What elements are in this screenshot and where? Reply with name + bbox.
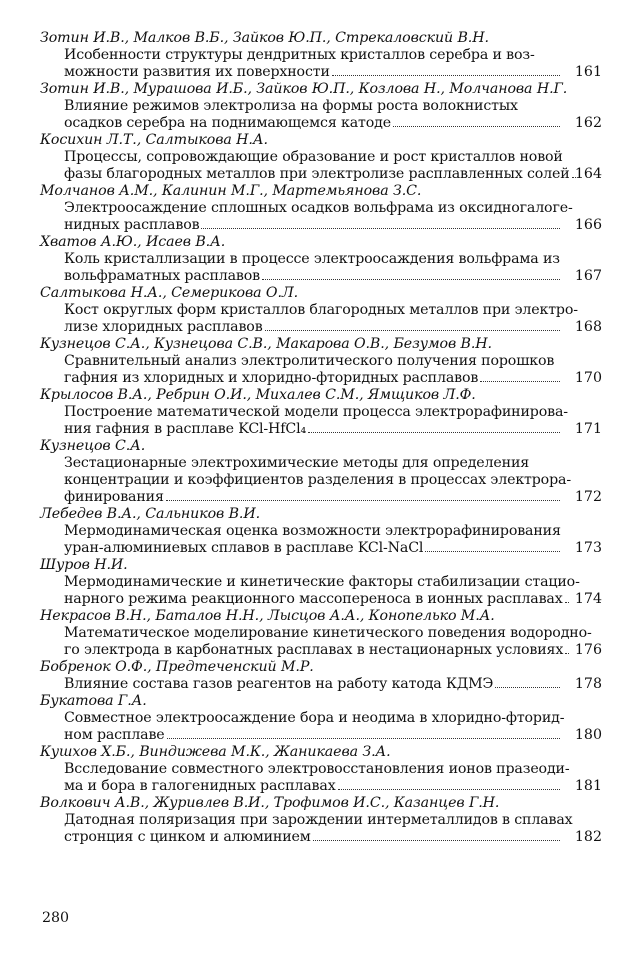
entry-title-line: стронция с цинком и алюминием bbox=[64, 829, 311, 845]
entry-page-number: 181 bbox=[574, 778, 602, 794]
toc-entry bbox=[40, 387, 602, 438]
entry-authors: Салтыкова Н.А., Семерикова О.Л. bbox=[40, 285, 299, 301]
entry-title-line: Исобенности структуры дендритных кристаллов серебра и воз- bbox=[64, 47, 535, 63]
dot-leader bbox=[166, 500, 560, 501]
entry-title-line: можности развития их поверхности bbox=[64, 64, 330, 80]
toc-entry bbox=[40, 285, 602, 336]
entry-title bbox=[40, 455, 602, 506]
entry-title bbox=[40, 710, 602, 744]
toc-entry bbox=[40, 438, 602, 506]
entry-page-number: 161 bbox=[574, 64, 602, 80]
dot-leader bbox=[495, 687, 560, 688]
entry-authors: Шуров Н.И. bbox=[40, 557, 128, 573]
dot-leader bbox=[332, 75, 560, 76]
entry-page-number: 164 bbox=[574, 166, 602, 182]
entry-title-line: Зестационарные электрохимические методы для определения bbox=[64, 455, 530, 471]
entry-title bbox=[40, 404, 602, 438]
entry-title-line: концентрации и коэффициентов разделения в процессах электрора- bbox=[64, 472, 571, 488]
entry-page-number: 174 bbox=[574, 591, 602, 607]
entry-authors: Лебедев В.А., Сальников В.И. bbox=[40, 506, 261, 522]
entry-title-line: го электрода в карбонатных расплавах в нестационарных условиях bbox=[64, 642, 564, 658]
entry-title-line: ма и бора в галогенидных расплавах bbox=[64, 778, 336, 794]
entry-title-line: Электроосаждение сплошных осадков вольфрама из оксидногалоге- bbox=[64, 200, 573, 216]
entry-title-line: Сравнительный анализ электролитического получения порошков bbox=[64, 353, 555, 369]
entry-page-number: 171 bbox=[574, 421, 602, 437]
entry-title-line: ния гафния в расплаве KCl-HfCl₄ bbox=[64, 421, 307, 437]
entry-title bbox=[40, 302, 602, 336]
entry-title bbox=[40, 98, 602, 132]
entry-title-line: Коль кристаллизации в процессе электроосаждения вольфрама из bbox=[64, 251, 560, 267]
entry-page-number: 178 bbox=[574, 676, 602, 692]
table-of-contents bbox=[40, 30, 602, 846]
entry-title-line: нарного режима реакционного массопереноса в ионных расплавах bbox=[64, 591, 563, 607]
dot-leader bbox=[480, 381, 560, 382]
entry-title-line: Мермодинамическая оценка возможности электрорафинирования bbox=[64, 523, 561, 539]
dot-leader bbox=[425, 551, 560, 552]
dot-leader bbox=[167, 738, 560, 739]
entry-title-line: фазы благородных металлов при электролизе расплавленных солей bbox=[64, 166, 570, 182]
dot-leader bbox=[313, 840, 560, 841]
toc-entry bbox=[40, 506, 602, 557]
entry-authors: Хватов А.Ю., Исаев В.А. bbox=[40, 234, 226, 250]
dot-leader bbox=[262, 279, 560, 280]
entry-title-line: гафния из хлоридных и хлоридно-фторидных расплавов bbox=[64, 370, 479, 386]
entry-authors: Некрасов В.Н., Баталов Н.Н., Лысцов А.А., Конопелько М.А. bbox=[40, 608, 495, 624]
entry-title bbox=[40, 200, 602, 234]
entry-authors: Кузнецов С.А. bbox=[40, 438, 146, 454]
entry-title-line: Влияние режимов электролиза на формы роста волокнистых bbox=[64, 98, 518, 114]
dot-leader bbox=[308, 432, 560, 433]
entry-title bbox=[40, 523, 602, 557]
entry-title-line: Математическое моделирование кинетического поведения водородно- bbox=[64, 625, 592, 641]
entry-authors: Зотин И.В., Мурашова И.Б., Зайков Ю.П., Козлова Н., Молчанова Н.Г. bbox=[40, 81, 568, 97]
entry-page-number: 173 bbox=[574, 540, 602, 556]
entry-title bbox=[40, 353, 602, 387]
entry-title-line: лизе хлоридных расплавов bbox=[64, 319, 263, 335]
toc-entry bbox=[40, 608, 602, 659]
entry-page-number: 180 bbox=[574, 727, 602, 743]
entry-title-line: вольфраматных расплавов bbox=[64, 268, 260, 284]
toc-entry bbox=[40, 336, 602, 387]
entry-title-line: финирования bbox=[64, 489, 164, 505]
entry-page-number: 167 bbox=[574, 268, 602, 284]
dot-leader bbox=[201, 228, 560, 229]
entry-authors: Кушхов Х.Б., Виндижева М.К., Жаникаева З.А. bbox=[40, 744, 391, 760]
entry-title-line: ном расплаве bbox=[64, 727, 165, 743]
entry-title bbox=[40, 676, 602, 693]
toc-entry bbox=[40, 795, 602, 846]
entry-title bbox=[40, 625, 602, 659]
entry-title bbox=[40, 47, 602, 81]
entry-title-line: Всследование совместного электровосстановления ионов празеоди- bbox=[64, 761, 570, 777]
entry-title-line: Кост округлых форм кристаллов благородных металлов при электро- bbox=[64, 302, 578, 318]
entry-title bbox=[40, 812, 602, 846]
entry-authors: Волкович А.В., Журивлев В.И., Трофимов И.С., Казанцев Г.Н. bbox=[40, 795, 500, 811]
toc-entry bbox=[40, 30, 602, 81]
entry-title bbox=[40, 149, 602, 183]
entry-title-line: Построение математической модели процесса электрорафинирова- bbox=[64, 404, 568, 420]
entry-title bbox=[40, 574, 602, 608]
entry-title-line: Влияние состава газов реагентов на работу катода КДМЭ bbox=[64, 676, 494, 692]
entry-authors: Молчанов А.М., Калинин М.Г., Мартемьянова З.С. bbox=[40, 183, 422, 199]
entry-page-number: 162 bbox=[574, 115, 602, 131]
entry-title-line: Датодная поляризация при зарождении интерметаллидов в сплавах bbox=[64, 812, 573, 828]
entry-authors: Кузнецов С.А., Кузнецова С.В., Макарова О.В., Безумов В.Н. bbox=[40, 336, 492, 352]
page-number: 280 bbox=[42, 910, 70, 926]
toc-entry bbox=[40, 557, 602, 608]
entry-title-line: уран-алюминиевых сплавов в расплаве KCl-NaCl bbox=[64, 540, 424, 556]
entry-title bbox=[40, 251, 602, 285]
toc-entry bbox=[40, 693, 602, 744]
toc-entry bbox=[40, 132, 602, 183]
toc-entry bbox=[40, 183, 602, 234]
entry-title-line: Процессы, сопровождающие образование и рост кристаллов новой bbox=[64, 149, 563, 165]
toc-entry bbox=[40, 234, 602, 285]
entry-authors: Крылосов В.А., Ребрин О.И., Михалев С.М., Ямщиков Л.Ф. bbox=[40, 387, 476, 403]
entry-authors: Букатова Г.А. bbox=[40, 693, 147, 709]
toc-entry bbox=[40, 744, 602, 795]
toc-entry bbox=[40, 659, 602, 693]
entry-page-number: 170 bbox=[574, 370, 602, 386]
entry-title-line: Совместное электроосаждение бора и неодима в хлоридно-фторид- bbox=[64, 710, 565, 726]
dot-leader bbox=[265, 330, 560, 331]
entry-title-line: нидных расплавов bbox=[64, 217, 200, 233]
dot-leader bbox=[338, 789, 560, 790]
entry-page-number: 182 bbox=[574, 829, 602, 845]
entry-authors: Бобренок О.Ф., Предтеченский М.Р. bbox=[40, 659, 314, 675]
entry-authors: Зотин И.В., Малков В.Б., Зайков Ю.П., Стрекаловский В.Н. bbox=[40, 30, 489, 46]
entry-page-number: 168 bbox=[574, 319, 602, 335]
entry-title-line: Мермодинамические и кинетические факторы стабилизации стацио- bbox=[64, 574, 580, 590]
entry-title-line: осадков серебра на поднимающемся катоде bbox=[64, 115, 391, 131]
dot-leader bbox=[393, 126, 560, 127]
entry-authors: Косихин Л.Т., Салтыкова Н.А. bbox=[40, 132, 268, 148]
entry-page-number: 166 bbox=[574, 217, 602, 233]
entry-page-number: 172 bbox=[574, 489, 602, 505]
entry-page-number: 176 bbox=[574, 642, 602, 658]
toc-entry bbox=[40, 81, 602, 132]
entry-title bbox=[40, 761, 602, 795]
